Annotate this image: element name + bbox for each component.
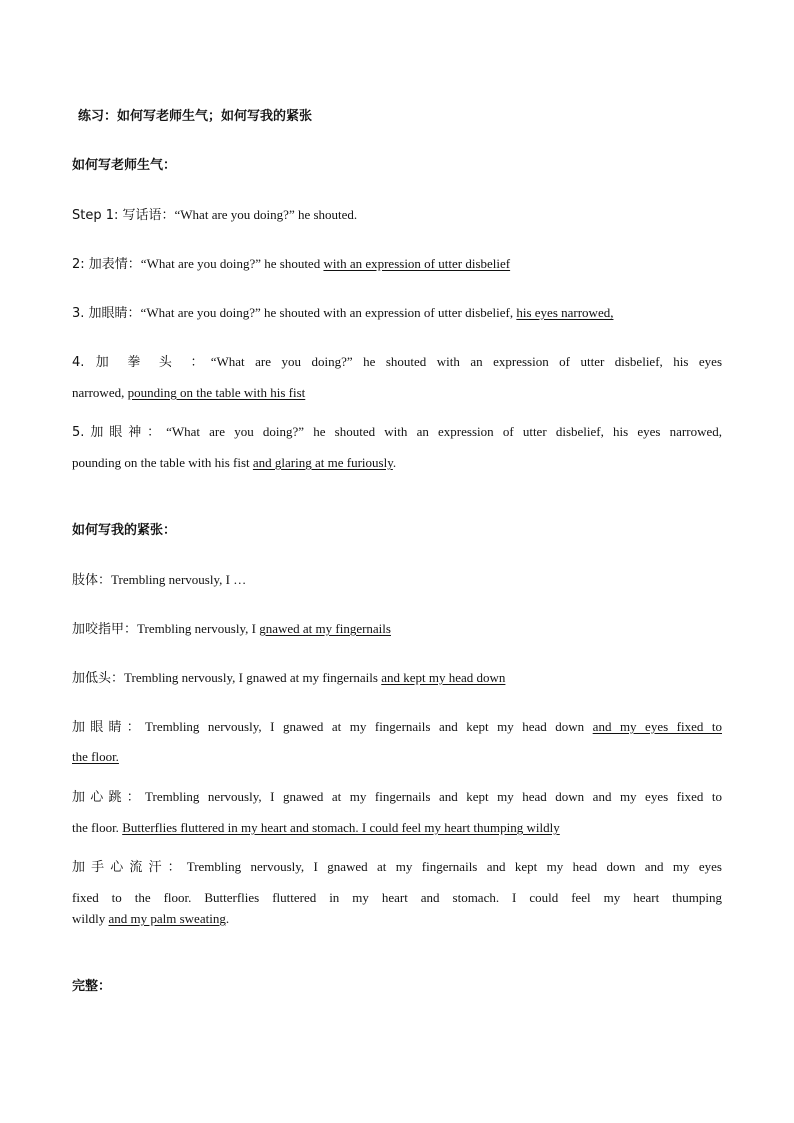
- item-text: Trembling nervously, I gnawed at my fingernails and kept my head down and my eyes: [186, 859, 722, 874]
- item-text: fixed to the floor. Butterflies fluttered in my heart and stomach. I could feel my heart thumping: [72, 890, 722, 905]
- sentence-end: .: [392, 455, 397, 470]
- final-heading: 完整：: [72, 979, 112, 994]
- item-label: 加咬指甲：: [72, 622, 138, 637]
- step-label: Step 1: 写话语：: [72, 208, 175, 223]
- item-6-line-3: [72, 910, 722, 928]
- underlined-addition: and glaring at me furiously: [252, 455, 393, 470]
- underlined-addition: Butterflies fluttered in my heart and stomach. I could feel my heart thumping wildly: [122, 820, 560, 835]
- item-2-line: [72, 620, 722, 639]
- item-label: 加眼睛：: [72, 720, 146, 735]
- step-text: “What are you doing?” he shouted with an expression of utter disbelief, his eyes narrowed,: [166, 424, 722, 439]
- item-6-line-1: [72, 858, 722, 877]
- sentence-end: .: [225, 911, 230, 926]
- item-label: 加低头：: [72, 671, 125, 686]
- document-title: 练习：如何写老师生气；如何写我的紧张: [78, 109, 313, 124]
- underlined-addition: gnawed at my fingernails: [259, 621, 391, 636]
- underlined-addition: and kept my head down: [381, 670, 506, 685]
- item-text: Trembling nervously, I gnawed at my fingernails and kept my head down and my eyes fixed to: [145, 789, 722, 804]
- item-label: 加手心流汗：: [72, 860, 187, 875]
- step-1-line: [72, 206, 722, 225]
- item-5-line-1: [72, 788, 722, 807]
- step-label: 2: 加表情：: [72, 257, 141, 272]
- item-text: Trembling nervously, I gnawed at my fingernails and kept my head down: [145, 719, 593, 734]
- step-3-line: [72, 304, 722, 323]
- step-text: “What are you doing?” he shouted with an expression of utter disbelief, his eyes: [210, 354, 723, 369]
- step-text: “What are you doing?” he shouted.: [174, 207, 358, 222]
- item-5-line-2: [72, 819, 722, 837]
- underlined-addition: and my palm sweating: [108, 911, 226, 926]
- step-text: pounding on the table with his fist: [72, 455, 253, 470]
- item-1-line: [72, 571, 722, 590]
- item-label: 肢体：: [72, 573, 112, 588]
- step-4-line-2: [72, 384, 722, 402]
- step-5-line-1: [72, 423, 722, 442]
- step-label: 5.加眼神：: [72, 425, 167, 440]
- step-label: 4. 加 拳 头 ：: [72, 355, 211, 370]
- underlined-addition: the floor.: [72, 749, 119, 764]
- item-text: Trembling nervously, I …: [111, 572, 247, 587]
- underlined-addition: his eyes narrowed,: [516, 305, 614, 320]
- item-4-line-2: [72, 748, 722, 766]
- step-text: “What are you doing?” he shouted with an expression of utter disbelief,: [140, 305, 517, 320]
- step-text: narrowed,: [72, 385, 128, 400]
- step-2-line: [72, 255, 722, 274]
- item-3-line: [72, 669, 722, 688]
- item-4-line-1: [72, 718, 722, 737]
- step-text: “What are you doing?” he shouted: [140, 256, 324, 271]
- item-label: 加心跳：: [72, 790, 146, 805]
- item-text: the floor.: [72, 820, 123, 835]
- section-heading-my-nervousness: 如何写我的紧张：: [72, 523, 177, 538]
- item-6-line-2: [72, 889, 722, 907]
- step-label: 3. 加眼睛：: [72, 306, 141, 321]
- item-text: Trembling nervously, I: [137, 621, 260, 636]
- section-heading-teacher-angry: 如何写老师生气：: [72, 158, 177, 173]
- underlined-addition: with an expression of utter disbelief: [323, 256, 511, 271]
- step-5-line-2: [72, 454, 722, 472]
- item-text: Trembling nervously, I gnawed at my fingernails: [124, 670, 382, 685]
- step-4-line-1: [72, 353, 722, 372]
- underlined-addition: pounding on the table with his fist: [127, 385, 306, 400]
- underlined-addition: and my eyes fixed to: [592, 719, 722, 734]
- item-text: wildly: [72, 911, 109, 926]
